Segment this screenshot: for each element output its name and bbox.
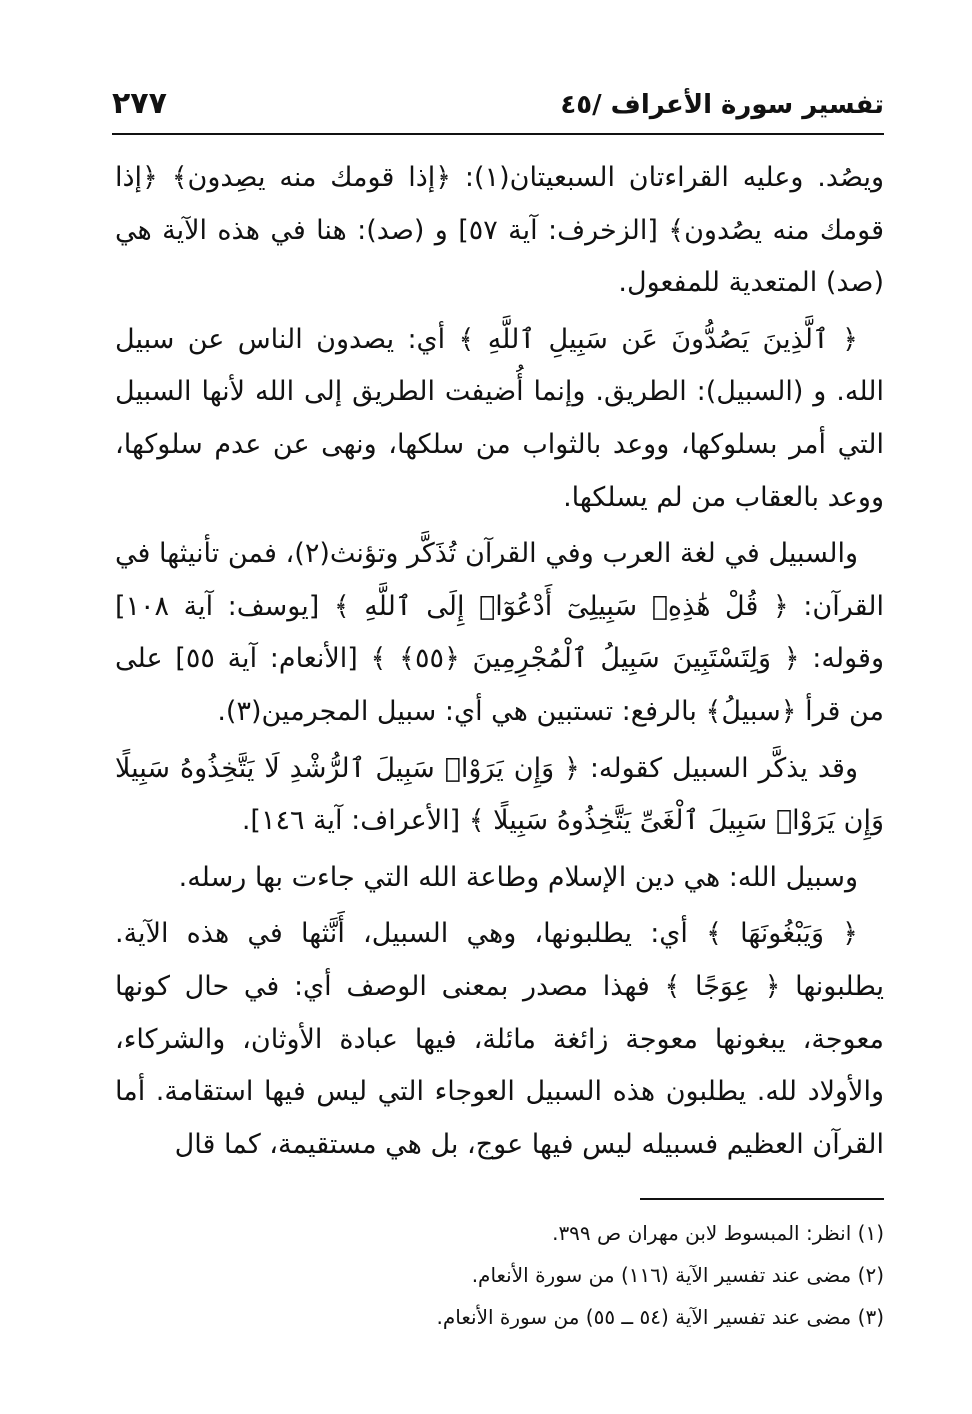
main-text	[115, 152, 884, 1171]
page-number: ٢٧٧	[112, 86, 167, 121]
paragraph-sabil-gender: والسبيل في لغة العرب وفي القرآن تُذَكَّر وتؤنث(٢)، فمن تأنيثها في القرآن: ﴿ قُلْ هَٰذِهِۦ سَبِيلِىٓ أَدْعُوٓا۟ إِلَى ٱللَّهِ ﴾ [يوسف: آية ١٠٨] وقوله: ﴿ وَلِتَسْتَبِينَ سَبِيلُ ٱلْمُجْرِمِينَ ﴿٥٥﴾ ﴾ [الأنعام: آية ٥٥] على من قرأ ﴿سبيلُ﴾ بالرفع: تستبين هي أي: سبيل المجرمين(٣).	[115, 538, 884, 727]
footnote-2: (٢) مضى عند تفسير الآية (١١٦) من سورة الأنعام.	[471, 1263, 884, 1287]
paragraph-sabil-masculine: وقد يذكَّر السبيل كقوله: ﴿ وَإِن يَرَوْا۟ سَبِيلَ ٱلرُّشْدِ لَا يَتَّخِذُوهُ سَبِيلًا وَإِن يَرَوْا۟ سَبِيلَ ٱلْغَىِّ يَتَّخِذُوهُ سَبِيلًا ﴾ [الأعراف: آية ١٤٦].	[115, 752, 884, 837]
footnote-3: (٣) مضى عند تفسير الآية (٥٤ ــ ٥٥) من سورة الأنعام.	[436, 1305, 884, 1329]
header-divider	[112, 133, 884, 135]
running-header	[112, 84, 884, 134]
paragraph-yabghunaha: ﴿ وَيَبْغُونَهَا ﴾ أي: يطلبونها، وهي السبيل، أَنَّثها في هذه الآية. يطلبونها ﴿ عِوَجًا ﴾ فهذا مصدر بمعنى الوصف أي: في حال كونها معوجة، يبغونها معوجة زائغة مائلة، فيها عبادة الأوثان، والشركاء، والأولاد لله. يطلبون هذه السبيل العوجاء التي ليس فيها استقامة. أما القرآن العظيم فسبيله ليس فيها عوج، بل هي مستقيمة، كما قال	[115, 918, 884, 1160]
footnote-divider	[640, 1198, 884, 1200]
paragraph-verse-commentary: ﴿ ٱلَّذِينَ يَصُدُّونَ عَن سَبِيلِ ٱللَّهِ ﴾ أي: يصدون الناس عن سبيل الله. و (السبيل): الطريق. وإنما أُضيفت الطريق إلى الله لأنها السبيل التي أمر بسلوكها، ووعد بالثواب من سلكها، ونهى عن عدم سلوكها، ووعد بالعقاب من لم يسلكها.	[115, 323, 884, 513]
paragraph-sabil-allah: وسبيل الله: هي دين الإسلام وطاعة الله التي جاءت بها رسله.	[178, 861, 858, 893]
footnotes	[115, 1212, 884, 1338]
footnote-1: (١) انظر: المبسوط لابن مهران ص ٣٩٩.	[552, 1221, 884, 1245]
paragraph-continuation: ويصُد. وعليه القراءتان السبعيتان(١): ﴿إذا قومك منه يصِدون﴾ ﴿إذا قومك منه يصُدون﴾ [الزخرف: آية ٥٧] و (صد): هنا في هذه الآية هي (صد) المتعدية للمفعول.	[115, 162, 884, 299]
running-title: تفسير سورة الأعراف /٤٥	[560, 90, 884, 120]
